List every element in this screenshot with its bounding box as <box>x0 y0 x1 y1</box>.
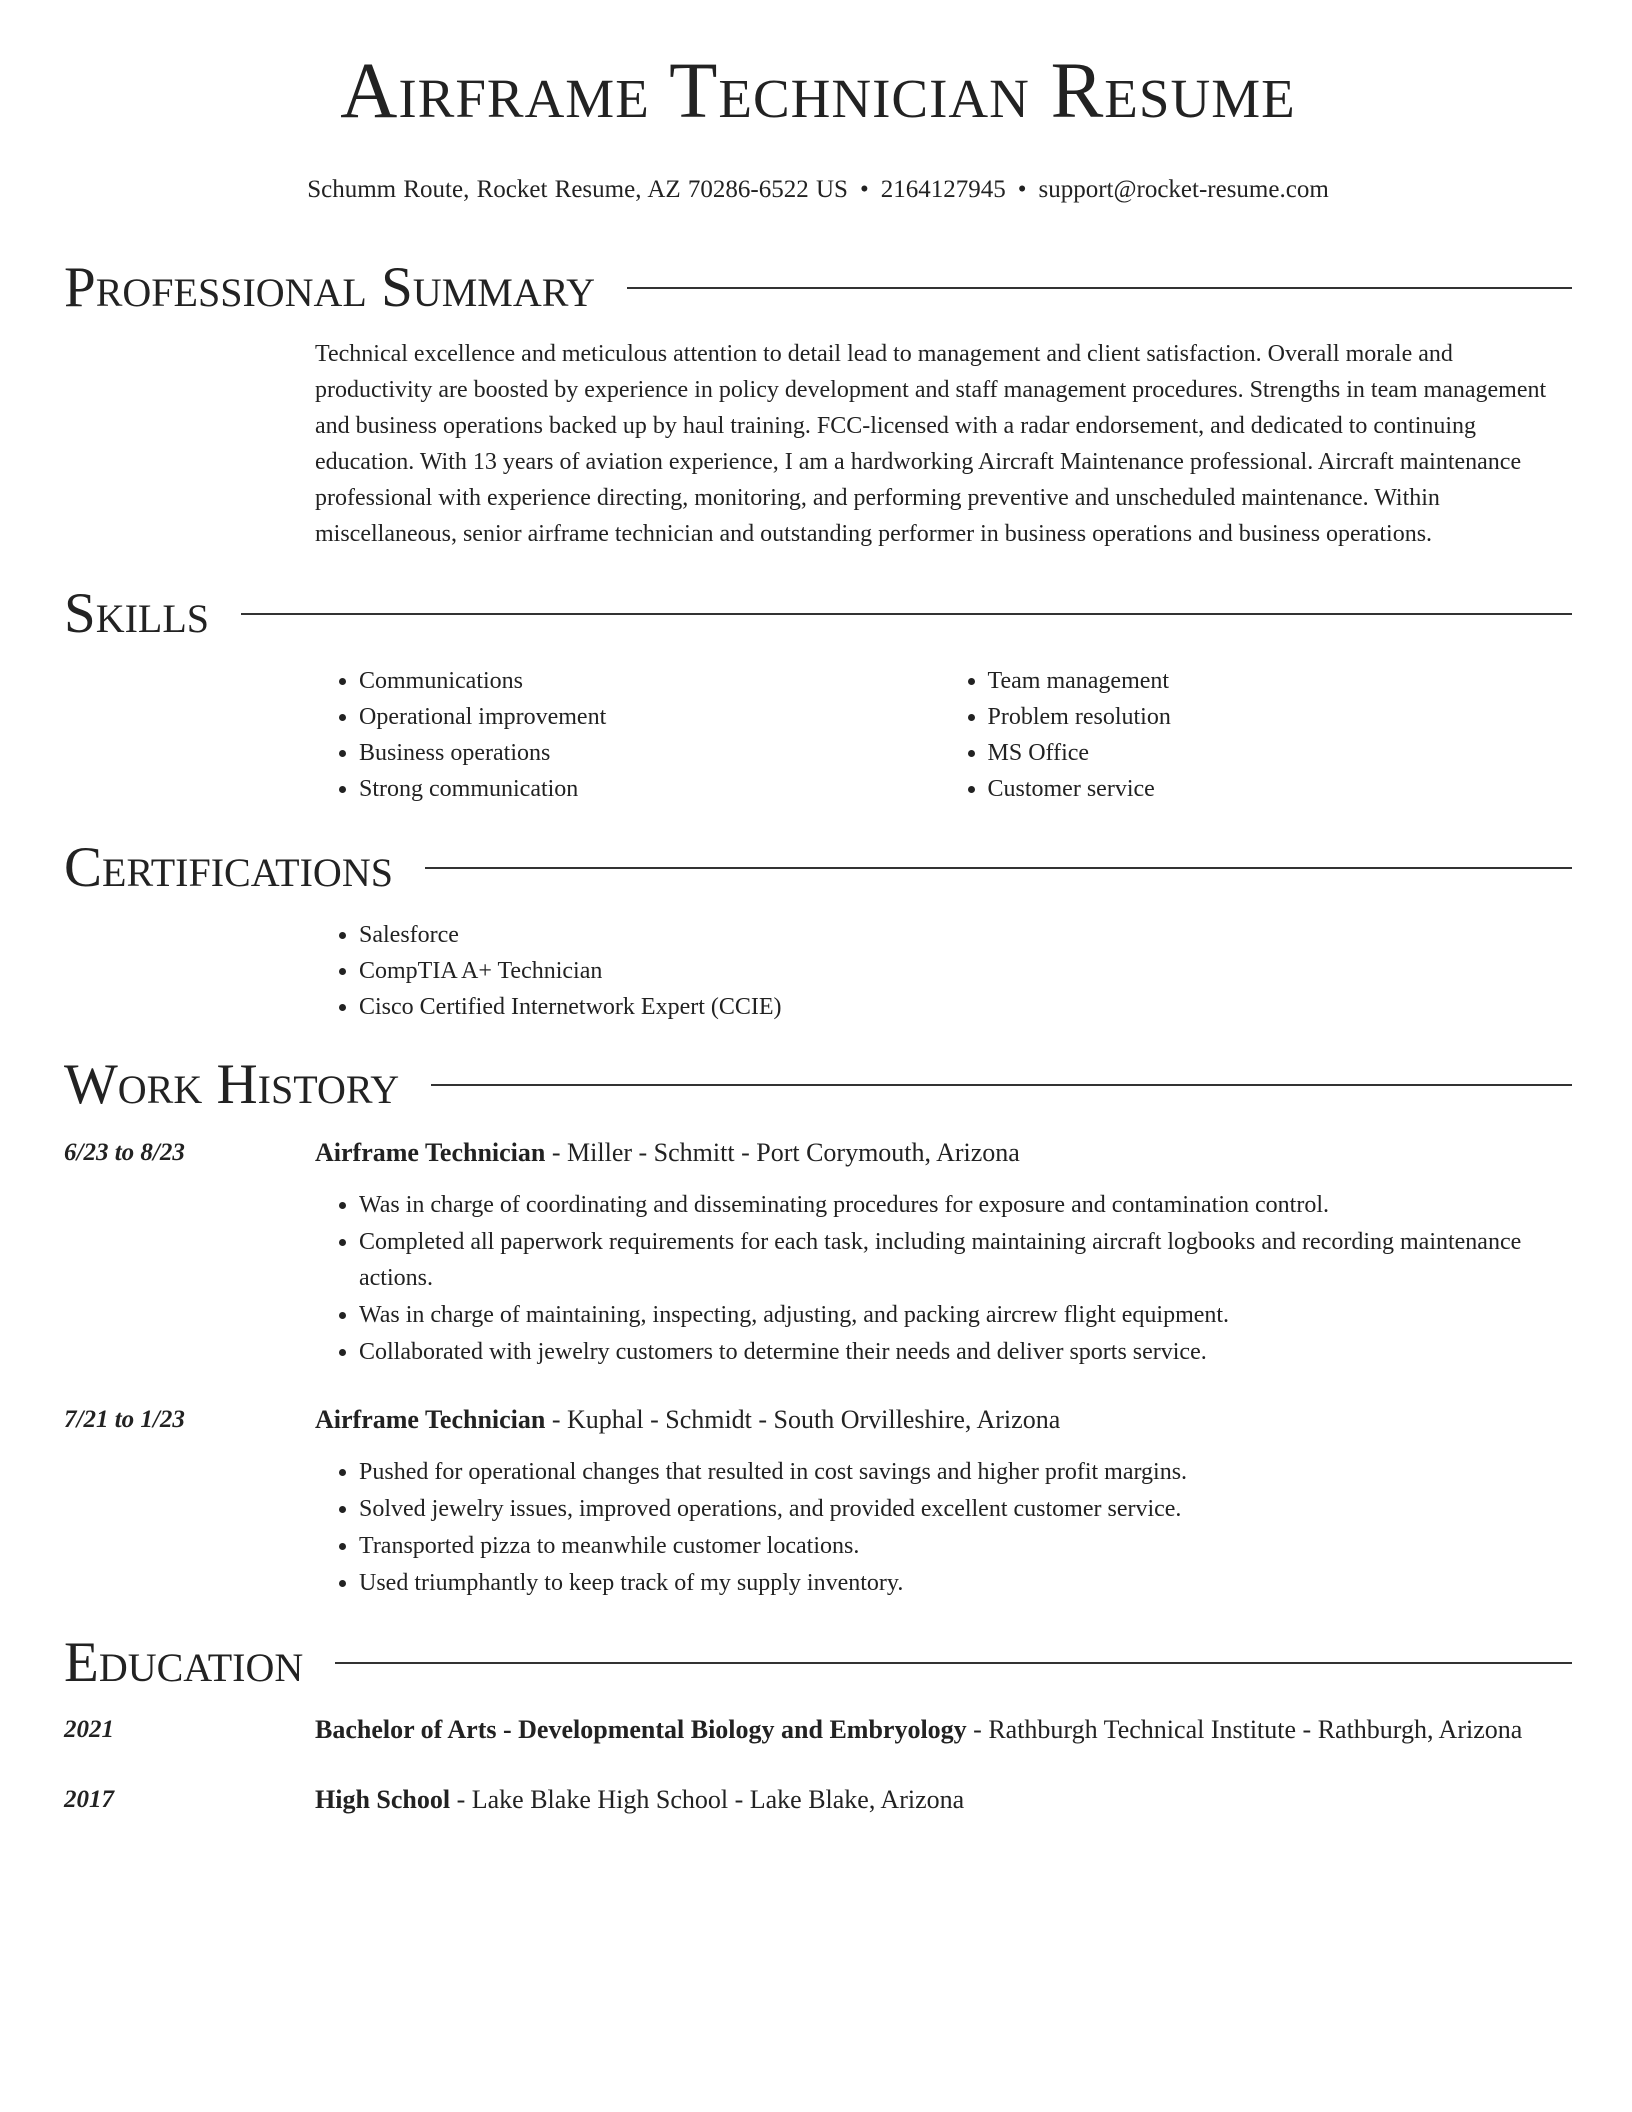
section-heading-work-history: Work History <box>64 1053 400 1116</box>
contact-phone: 2164127945 <box>880 176 1006 203</box>
education-header <box>64 1631 1572 1695</box>
work-history-section <box>64 1053 1572 1117</box>
section-heading-education: Education <box>64 1631 304 1694</box>
contact-email: support@rocket-resume.com <box>1038 176 1329 203</box>
certification-item: • CompTIA A+ Technician <box>359 953 1572 989</box>
skill-item: • Business operations <box>359 735 944 771</box>
certifications-section <box>64 836 1572 900</box>
job-employer: - Miller - Schmitt - Port Corymouth, Arizona <box>545 1138 1020 1167</box>
certifications-list <box>315 917 1572 1025</box>
contact-line <box>64 174 1572 206</box>
summary-text: Technical excellence and meticulous attention to detail lead to management and client satisfaction. Overall morale and productivity are boosted by experience in policy development and staff management procedures. Strengths in team management and business operations backed up by haul training. FCC-licensed with a radar endorsement, and dedicated to continuing education. With 13 years of aviation experience, I am a hardworking Aircraft Maintenance professional. Aircraft maintenance professional with experience directing, monitoring, and performing preventive and unscheduled maintenance. Within miscellaneous, senior airframe technician and outstanding performer in business operations and business operations. <box>315 341 1547 547</box>
contact-separator: • <box>1017 176 1027 203</box>
skills-list-left <box>315 663 944 807</box>
job-duties <box>315 1187 1572 1371</box>
skill-item: • MS Office <box>988 735 1573 771</box>
skills-header <box>64 582 1572 646</box>
skill-item: • Strong communication <box>359 771 944 807</box>
job-duty-item: • Was in charge of coordinating and disseminating procedures for exposure and contamination control. <box>359 1187 1572 1223</box>
section-divider <box>431 1084 1572 1086</box>
education-school: - Lake Blake High School - Lake Blake, Arizona <box>450 1785 965 1814</box>
job-duty-item: • Pushed for operational changes that resulted in cost savings and higher profit margins. <box>359 1454 1572 1490</box>
section-divider <box>627 287 1572 289</box>
job-duties <box>315 1454 1572 1602</box>
skills-grid <box>315 663 1572 807</box>
job-duty-item: • Solved jewelry issues, improved operations, and provided excellent customer service. <box>359 1491 1572 1527</box>
job-duty-item: • Completed all paperwork requirements for each task, including maintaining aircraft logbooks and recording maintenance actions. <box>359 1224 1572 1296</box>
summary-body <box>315 336 1572 552</box>
job-duty-item: • Was in charge of maintaining, inspecting, adjusting, and packing aircrew flight equipment. <box>359 1297 1572 1333</box>
job-duties-list <box>315 1187 1572 1370</box>
resume-title: Airframe Technician Resume <box>340 48 1296 135</box>
job-duty-item: • Used triumphantly to keep track of my supply inventory. <box>359 1565 1572 1601</box>
skill-item: • Operational improvement <box>359 699 944 735</box>
job-duty-item: • Collaborated with jewelry customers to determine their needs and deliver sports service. <box>359 1334 1572 1370</box>
skills-section <box>64 582 1572 646</box>
job-title: Airframe Technician <box>315 1405 546 1434</box>
skills-list-right <box>944 663 1573 807</box>
education-year: 2021 <box>64 1716 114 1743</box>
section-divider <box>335 1662 1572 1664</box>
skills-body <box>315 663 1572 807</box>
education-year: 2017 <box>64 1786 114 1813</box>
section-heading-summary: Professional Summary <box>64 256 596 319</box>
certification-item: • Cisco Certified Internetwork Expert (CCIE) <box>359 989 1572 1025</box>
skill-item: • Communications <box>359 663 944 699</box>
certifications-header <box>64 836 1572 900</box>
certifications-body <box>315 917 1572 1025</box>
summary-section <box>64 256 1572 320</box>
education-heading <box>315 1712 1572 1748</box>
section-divider <box>425 867 1572 869</box>
contact-separator: • <box>859 176 869 203</box>
education-school: - Rathburgh Technical Institute - Rathburgh, Arizona <box>966 1715 1523 1744</box>
skill-item: • Problem resolution <box>988 699 1573 735</box>
section-divider <box>241 613 1572 615</box>
job-dates: 6/23 to 8/23 <box>64 1139 185 1166</box>
job-heading <box>315 1402 1572 1438</box>
job-duties-list <box>315 1454 1572 1601</box>
job-dates: 7/21 to 1/23 <box>64 1406 185 1433</box>
job-duty-item: • Transported pizza to meanwhile customer locations. <box>359 1528 1572 1564</box>
job-employer: - Kuphal - Schmidt - South Orvilleshire, Arizona <box>545 1405 1061 1434</box>
contact-address: Schumm Route, Rocket Resume, AZ 70286-6522 US <box>307 176 848 203</box>
skill-item: • Team management <box>988 663 1573 699</box>
section-heading-skills: Skills <box>64 582 210 645</box>
education-degree: High School <box>315 1785 451 1814</box>
certification-item: • Salesforce <box>359 917 1572 953</box>
education-degree: Bachelor of Arts - Developmental Biology and Embryology <box>315 1715 967 1744</box>
skill-item: • Customer service <box>988 771 1573 807</box>
section-heading-certifications: Certifications <box>64 836 393 899</box>
summary-header <box>64 256 1572 320</box>
job-title: Airframe Technician <box>315 1138 546 1167</box>
education-section <box>64 1631 1572 1695</box>
work-history-header <box>64 1053 1572 1117</box>
job-heading <box>315 1135 1572 1171</box>
education-heading <box>315 1782 1572 1818</box>
